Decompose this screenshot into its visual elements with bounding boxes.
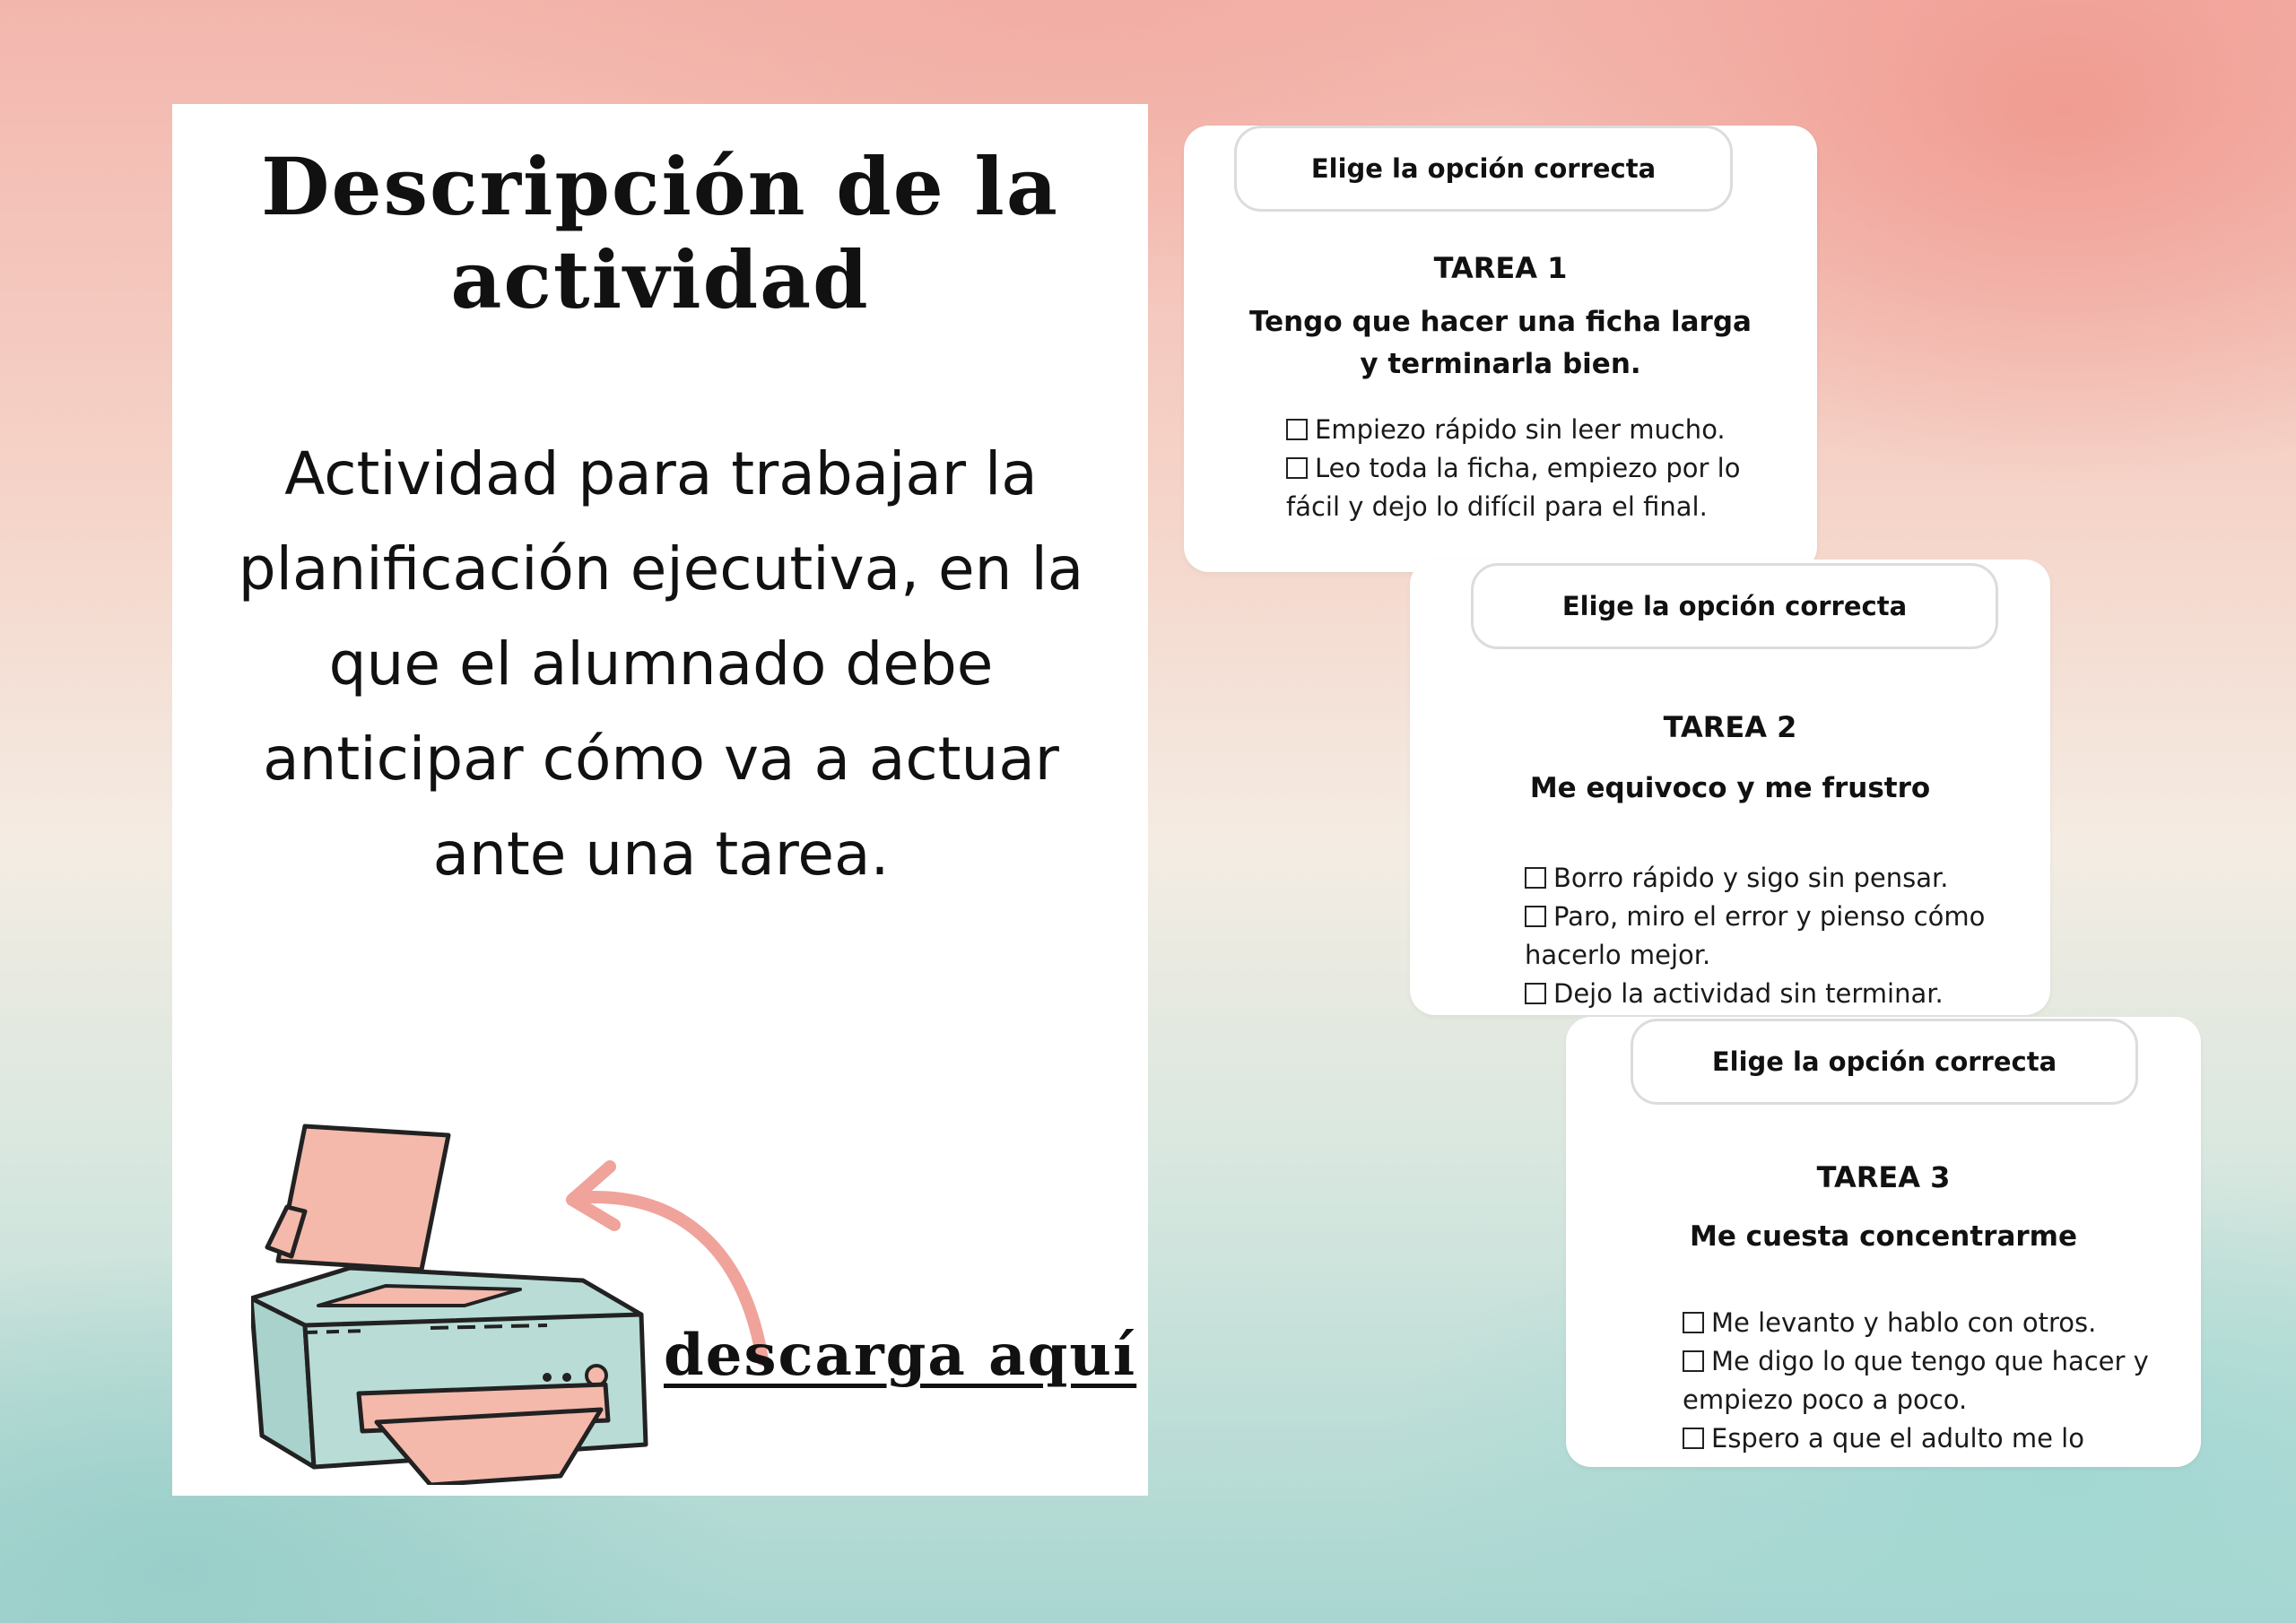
- task-prompt: [1184, 301, 1817, 386]
- card-header: Elige la opción correcta: [1234, 126, 1733, 212]
- panel-title: Descripción de la actividad: [261, 140, 1059, 326]
- checkbox[interactable]: [1525, 983, 1546, 1004]
- card-header: Elige la opción correcta: [1631, 1019, 2138, 1105]
- option-item: [1683, 1342, 2185, 1419]
- task-title: TAREA 1: [1433, 251, 1568, 285]
- checkbox[interactable]: [1683, 1428, 1704, 1449]
- task-prompt: [1410, 768, 2050, 810]
- checkbox[interactable]: [1525, 867, 1546, 889]
- download-link[interactable]: descarga aquí: [664, 1322, 1137, 1389]
- task-title: TAREA 3: [1816, 1160, 1951, 1194]
- options-list: [1525, 859, 2009, 1013]
- task-prompt-line: Me equivoco y me frustro: [1529, 772, 1931, 804]
- option-label: Me levanto y hablo con otros.: [1711, 1307, 2097, 1338]
- task-card-2: [1410, 560, 2050, 1015]
- option-item: [1525, 898, 2009, 975]
- task-card-1: [1184, 126, 1817, 572]
- checkbox[interactable]: [1525, 906, 1546, 927]
- option-item: [1525, 859, 2009, 898]
- option-label: Me digo lo que tengo que hacer y empiezo poco a poco.: [1683, 1346, 2149, 1415]
- option-label: Borro rápido y sigo sin pensar.: [1553, 863, 1949, 893]
- task-prompt-line: y terminarla bien.: [1360, 348, 1641, 380]
- options-list: [1286, 411, 1752, 526]
- option-label: Dejo la actividad sin terminar.: [1553, 978, 1944, 1009]
- options-list: [1683, 1304, 2185, 1458]
- task-prompt-line: Tengo que hacer una ficha larga: [1249, 306, 1752, 338]
- option-item: [1683, 1419, 2185, 1458]
- activity-description-panel: [172, 104, 1148, 1496]
- checkbox[interactable]: [1286, 419, 1308, 440]
- task-prompt-line: Me cuesta concentrarme: [1690, 1220, 2077, 1253]
- checkbox[interactable]: [1683, 1350, 1704, 1372]
- card-header: Elige la opción correcta: [1471, 563, 1998, 649]
- task-title: TAREA 2: [1663, 710, 1797, 744]
- option-label: Paro, miro el error y pienso cómo hacerlo mejor.: [1525, 901, 1986, 970]
- checkbox[interactable]: [1286, 457, 1308, 479]
- option-label: Leo toda la ficha, empiezo por lo fácil y dejo lo difícil para el final.: [1286, 453, 1741, 522]
- option-item: [1286, 411, 1752, 449]
- task-card-3: [1566, 1017, 2201, 1467]
- activity-description: Actividad para trabajar la planificación ejecutiva, en la que el alumnado debe anticipar cómo va a actuar ante una tarea.: [238, 439, 1084, 889]
- printer-icon: [251, 1090, 825, 1485]
- option-item: [1286, 449, 1752, 526]
- task-prompt: [1566, 1216, 2201, 1258]
- option-label: Espero a que el adulto me lo: [1711, 1423, 2084, 1454]
- option-item: [1525, 975, 2009, 1013]
- checkbox[interactable]: [1683, 1312, 1704, 1333]
- option-item: [1683, 1304, 2185, 1342]
- option-label: Empiezo rápido sin leer mucho.: [1315, 414, 1726, 445]
